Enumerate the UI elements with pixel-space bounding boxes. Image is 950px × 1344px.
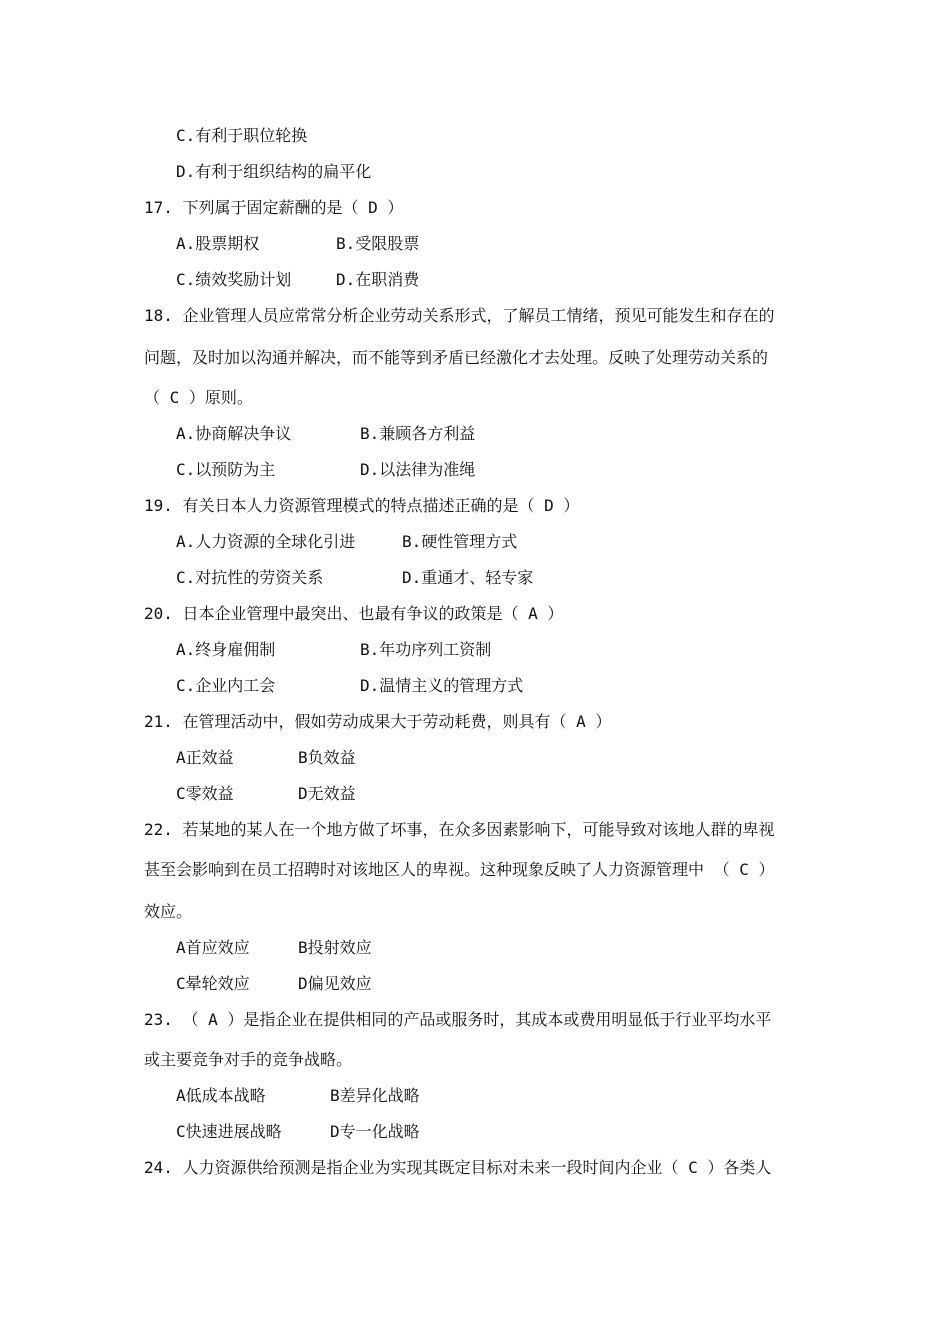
question-22-line-3: 效应。 — [144, 902, 193, 921]
q17-option-b: B.受限股票 — [336, 234, 420, 253]
q20-option-d: D.温情主义的管理方式 — [360, 676, 524, 695]
q22-option-d: D偏见效应 — [298, 974, 372, 993]
q18-option-d: D.以法律为准绳 — [360, 460, 476, 479]
q17-option-a: A.股票期权 — [176, 234, 260, 253]
q19-option-b: B.硬性管理方式 — [402, 532, 518, 551]
q20-option-c: C.企业内工会 — [176, 676, 276, 695]
q17-option-c: C.绩效奖励计划 — [176, 270, 292, 289]
question-18-line-3: （ C ）原则。 — [144, 388, 253, 407]
q22-option-b: B投射效应 — [298, 938, 372, 957]
q21-option-b: B负效益 — [298, 748, 356, 767]
q21-option-c: C零效益 — [176, 784, 234, 803]
q18-option-a: A.协商解决争议 — [176, 424, 292, 443]
q20-option-a: A.终身雇佣制 — [176, 640, 276, 659]
q19-option-c: C.对抗性的劳资关系 — [176, 568, 324, 587]
question-18-line-2: 问题，及时加以沟通并解决，而不能等到矛盾已经激化才去处理。反映了处理劳动关系的 — [144, 348, 769, 367]
question-21: 21. 在管理活动中，假如劳动成果大于劳动耗费，则具有（ A ） — [144, 712, 612, 731]
q22-option-c: C晕轮效应 — [176, 974, 250, 993]
question-22-line-1: 22. 若某地的某人在一个地方做了坏事，在众多因素影响下，可能导致对该地人群的卑视 — [144, 820, 775, 839]
q22-option-a: A首应效应 — [176, 938, 250, 957]
q20-option-b: B.年功序列工资制 — [360, 640, 492, 659]
q23-option-c: C快速进展战略 — [176, 1122, 282, 1141]
q23-option-d: D专一化战略 — [330, 1122, 420, 1141]
q17-option-d: D.在职消费 — [336, 270, 420, 289]
q18-option-c: C.以预防为主 — [176, 460, 276, 479]
question-18-line-1: 18. 企业管理人员应常常分析企业劳动关系形式，了解员工情绪，预见可能发生和存在的 — [144, 306, 775, 325]
q19-option-d: D.重通才、轻专家 — [402, 568, 534, 587]
q19-option-a: A.人力资源的全球化引进 — [176, 532, 356, 551]
q18-option-b: B.兼顾各方利益 — [360, 424, 476, 443]
q21-option-d: D无效益 — [298, 784, 356, 803]
q23-option-a: A低成本战略 — [176, 1086, 266, 1105]
q23-option-b: B差异化战略 — [330, 1086, 420, 1105]
q21-option-a: A正效益 — [176, 748, 234, 767]
question-23-line-2: 或主要竞争对手的竞争战略。 — [144, 1050, 353, 1069]
question-22-line-2: 甚至会影响到在员工招聘时对该地区人的卑视。这种现象反映了人力资源管理中 （ C ） — [144, 860, 775, 879]
question-23-line-1: 23. （ A ）是指企业在提供相同的产品或服务时，其成本或费用明显低于行业平均水平 — [144, 1010, 772, 1029]
question-19: 19. 有关日本人力资源管理模式的特点描述正确的是（ D ） — [144, 496, 580, 515]
option-d-prev: D.有利于组织结构的扁平化 — [176, 162, 372, 181]
question-17: 17. 下列属于固定薪酬的是（ D ） — [144, 198, 404, 217]
option-c-prev: C.有利于职位轮换 — [176, 126, 308, 145]
question-24: 24. 人力资源供给预测是指企业为实现其既定目标对未来一段时间内企业（ C ）各类人 — [144, 1158, 772, 1177]
question-20: 20. 日本企业管理中最突出、也最有争议的政策是（ A ） — [144, 604, 564, 623]
